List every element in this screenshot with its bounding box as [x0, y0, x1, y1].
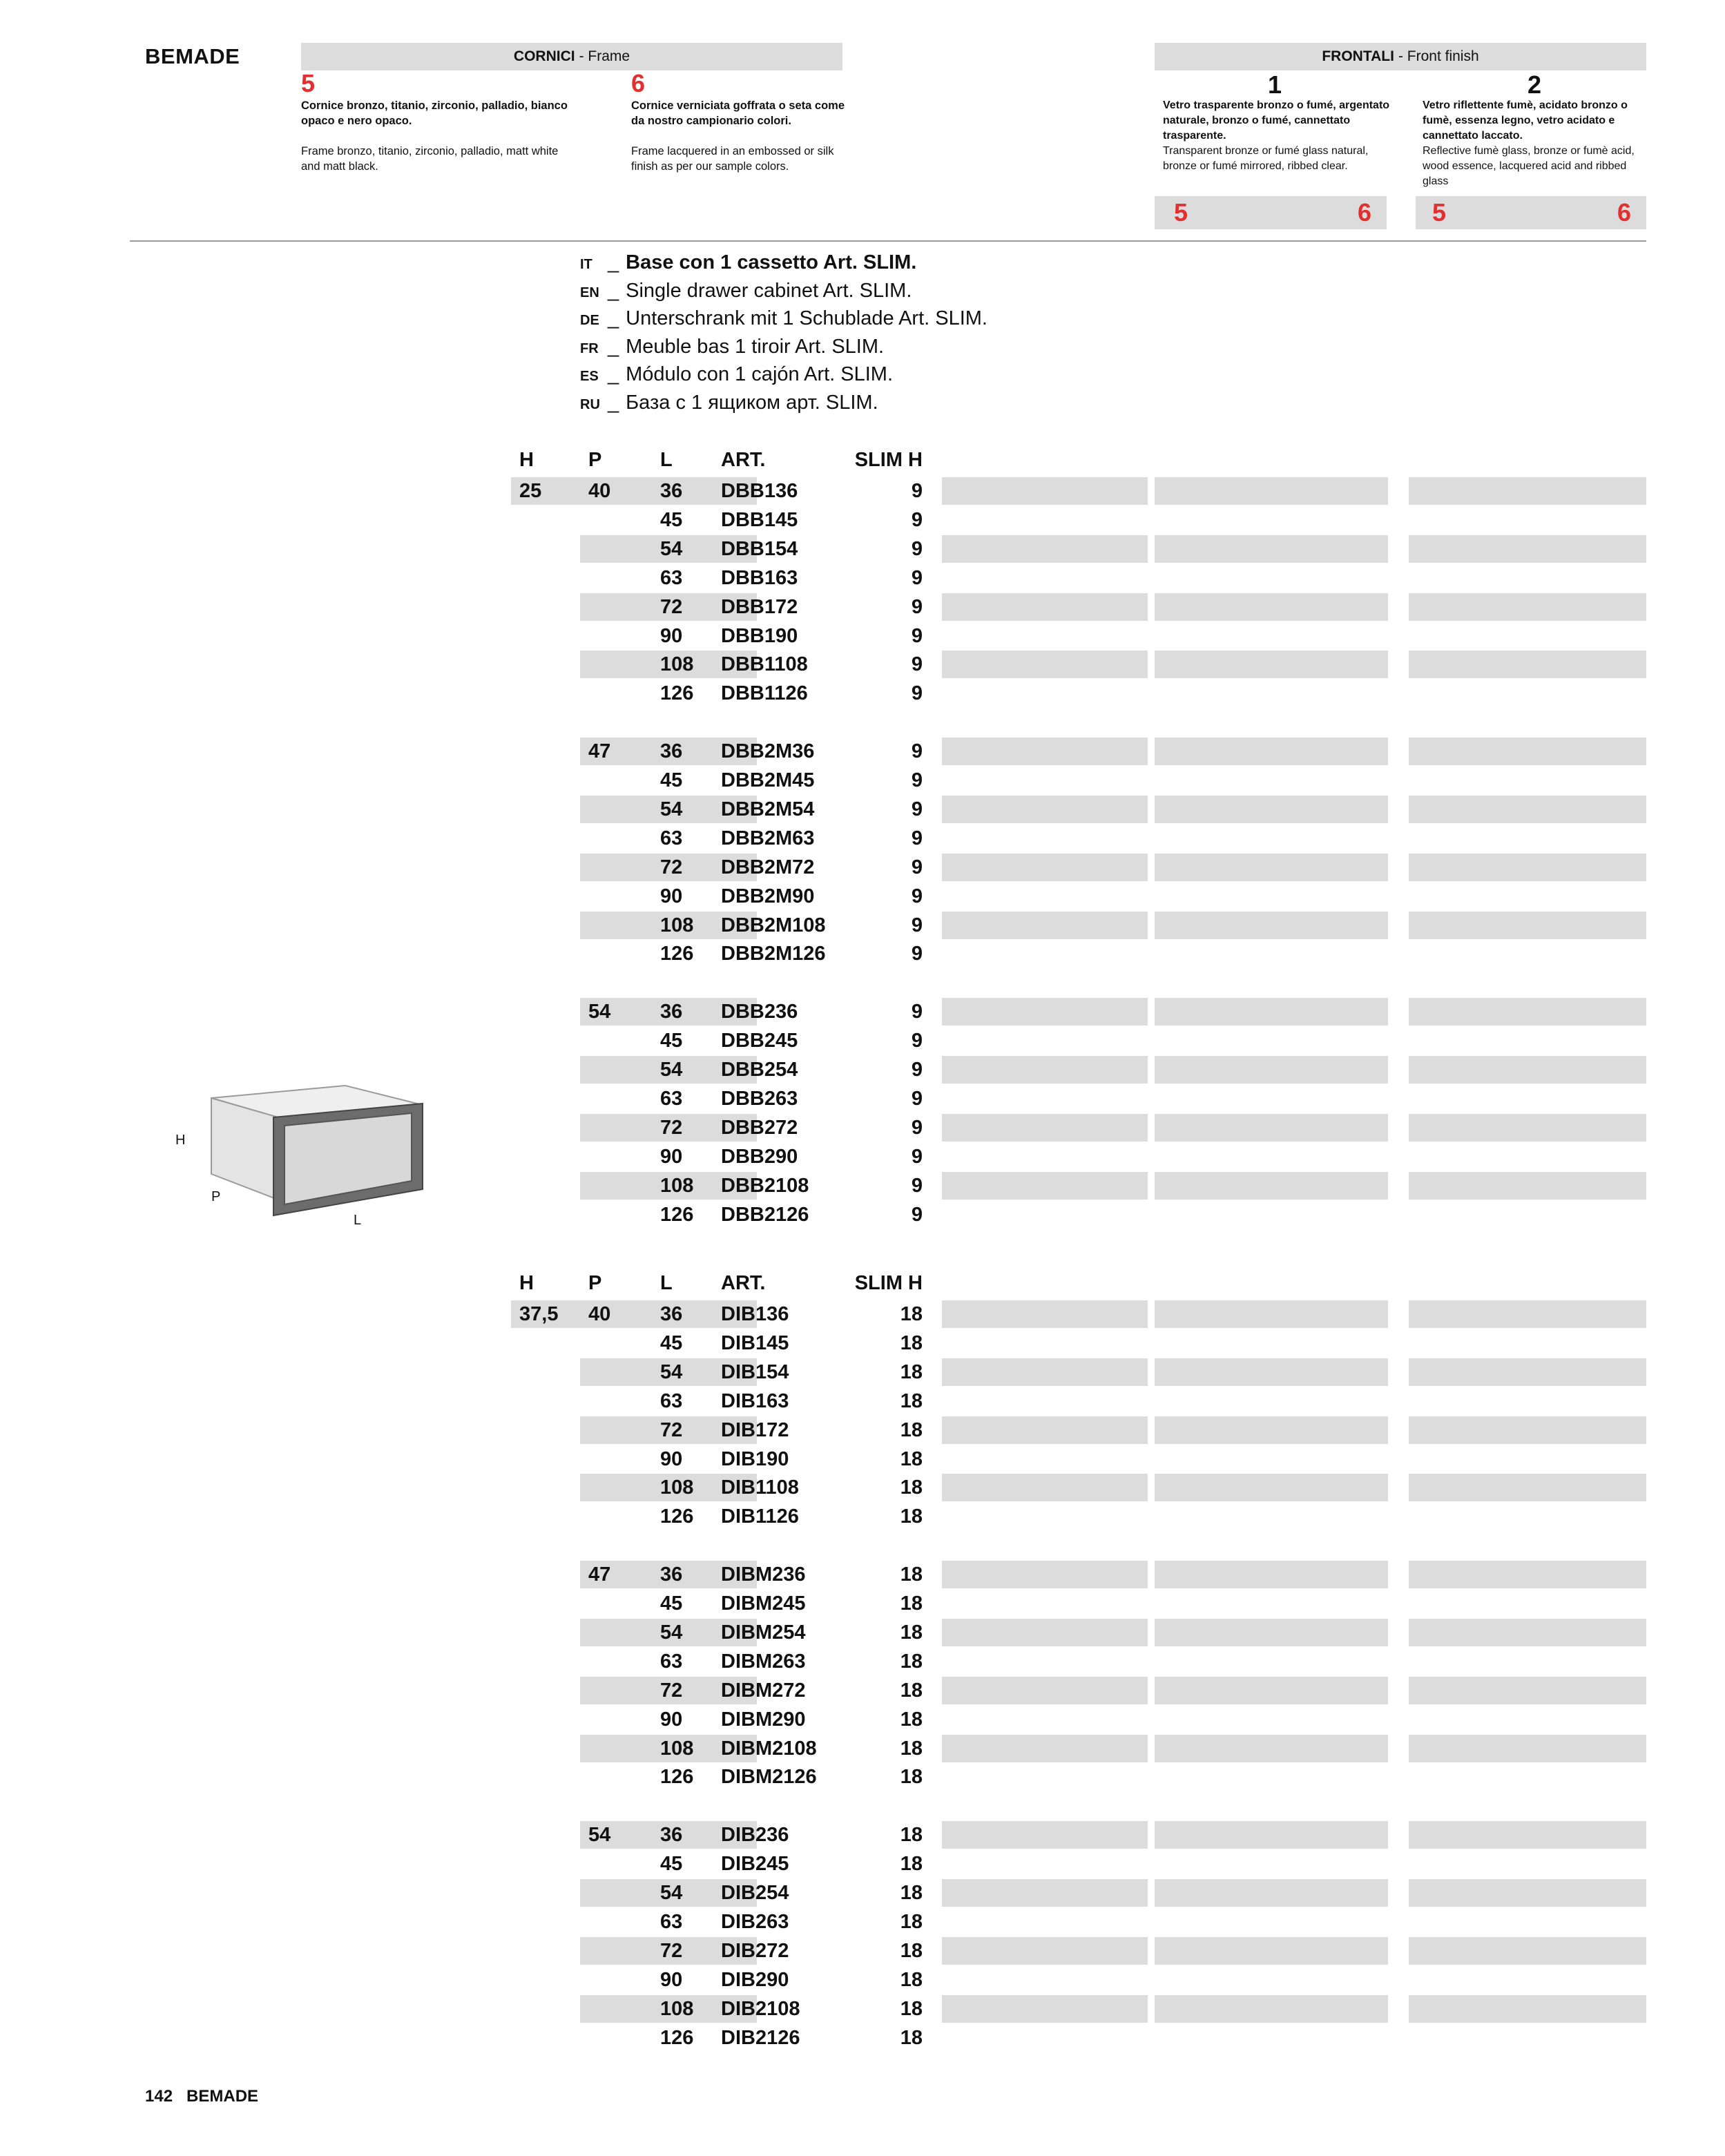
frame-option-number: 6: [631, 69, 646, 97]
cell-slim-h: 9: [911, 480, 923, 502]
cell-h: 37,5: [519, 1303, 559, 1325]
cell-slim-h: 9: [911, 653, 923, 676]
page-number: 142: [145, 2087, 173, 2106]
cell-l: 108: [660, 914, 694, 936]
description-line: [580, 389, 878, 418]
cell-l: 108: [660, 1997, 694, 2020]
cell-l: 54: [660, 798, 683, 820]
description-text: Single drawer cabinet Art. SLIM.: [626, 279, 912, 302]
cell-art: DIB254: [721, 1882, 789, 1904]
row-shading: [1409, 1358, 1646, 1386]
row-shading: [942, 1172, 1148, 1200]
description-line: [580, 305, 987, 334]
cell-l: 126: [660, 1505, 694, 1528]
cell-l: 72: [660, 1418, 683, 1441]
cell-l: 54: [660, 1360, 683, 1383]
cell-l: 90: [660, 1447, 683, 1470]
cell-art: DBB190: [721, 624, 798, 647]
row-shading: [1155, 1677, 1388, 1704]
dimension-l-label: L: [354, 1213, 362, 1228]
cell-h: 25: [519, 480, 542, 502]
row-shading: [1155, 1561, 1388, 1588]
cell-l: 45: [660, 508, 683, 531]
cell-art: DIB236: [721, 1824, 789, 1847]
column-header-h: H: [519, 449, 534, 471]
cell-art: DBB290: [721, 1145, 798, 1168]
row-shading: [942, 1416, 1148, 1444]
cell-art: DIB1108: [721, 1476, 799, 1499]
language-code: DE: [580, 313, 599, 328]
cell-l: 45: [660, 769, 683, 791]
row-shading: [942, 1056, 1148, 1084]
cell-art: DIBM2126: [721, 1766, 817, 1789]
cell-l: 54: [660, 1621, 683, 1644]
cell-l: 36: [660, 480, 683, 502]
frame-option-en: Frame lacquered in an embossed or silk finish as per our sample colors.: [631, 145, 834, 173]
description-text: Módulo con 1 cajón Art. SLIM.: [626, 363, 894, 385]
front-header-bold: FRONTALI: [1322, 48, 1394, 64]
cell-slim-h: 18: [900, 1650, 923, 1673]
row-shading: [1155, 796, 1388, 823]
front-option-sub: 6: [1617, 198, 1631, 227]
row-shading: [942, 998, 1148, 1026]
cell-l: 54: [660, 1059, 683, 1081]
cell-art: DIB136: [721, 1303, 789, 1325]
row-shading: [942, 1114, 1148, 1142]
row-shading: [1409, 796, 1646, 823]
cell-slim-h: 18: [900, 1708, 923, 1731]
row-shading: [1155, 1735, 1388, 1762]
row-shading: [942, 593, 1148, 621]
cell-slim-h: 9: [911, 508, 923, 531]
language-code: ES: [580, 369, 599, 384]
cell-art: DIB145: [721, 1331, 789, 1354]
row-shading: [1409, 1937, 1646, 1965]
row-shading: [1409, 1619, 1646, 1646]
cell-slim-h: 18: [900, 1853, 923, 1876]
cell-art: DBB254: [721, 1059, 798, 1081]
cell-l: 36: [660, 1001, 683, 1023]
row-shading: [511, 477, 757, 505]
row-shading: [1155, 1821, 1388, 1849]
separator: _: [608, 391, 619, 414]
row-shading: [1155, 1474, 1388, 1501]
description-line: [580, 360, 893, 390]
cell-slim-h: 18: [900, 1303, 923, 1325]
cell-art: DBB1108: [721, 653, 808, 676]
cell-art: DBB163: [721, 566, 798, 589]
cell-slim-h: 9: [911, 682, 923, 705]
front-option-finish-box: [1155, 196, 1387, 229]
cell-l: 90: [660, 1968, 683, 1991]
dimension-p-label: P: [211, 1189, 221, 1204]
cell-l: 90: [660, 1708, 683, 1731]
column-header-l: L: [660, 1272, 673, 1294]
cell-slim-h: 9: [911, 1001, 923, 1023]
column-header-p: P: [588, 1272, 602, 1294]
column-header-art: ART.: [721, 449, 766, 471]
row-shading: [1409, 593, 1646, 621]
frame-option-text: [631, 98, 852, 174]
cell-p: 40: [588, 480, 611, 502]
dimension-h-label: H: [175, 1133, 186, 1148]
row-shading: [942, 1300, 1148, 1328]
cell-art: DIB272: [721, 1939, 789, 1962]
row-shading: [1155, 1358, 1388, 1386]
front-option-text: [1163, 98, 1391, 174]
row-shading: [1155, 477, 1388, 505]
cell-slim-h: 18: [900, 2026, 923, 2049]
front-option-en: Reflective fumè glass, bronze or fumè acid, wood essence, lacquered acid and ribbed glass: [1423, 145, 1635, 187]
cell-l: 72: [660, 856, 683, 878]
cell-l: 63: [660, 827, 683, 849]
cell-slim-h: 9: [911, 1145, 923, 1168]
cell-l: 45: [660, 1331, 683, 1354]
cell-slim-h: 9: [911, 566, 923, 589]
cell-art: DBB2M54: [721, 798, 815, 820]
cell-slim-h: 9: [911, 595, 923, 618]
row-shading: [942, 796, 1148, 823]
row-shading: [1155, 1056, 1388, 1084]
row-shading: [1155, 1114, 1388, 1142]
cell-l: 126: [660, 1203, 694, 1226]
cell-l: 108: [660, 1737, 694, 1760]
row-shading: [942, 1821, 1148, 1849]
cell-l: 63: [660, 1389, 683, 1412]
cell-art: DIBM254: [721, 1621, 806, 1644]
cell-art: DIB1126: [721, 1505, 799, 1528]
description-text: База с 1 ящиком арт. SLIM.: [626, 391, 878, 414]
description-line: [580, 277, 912, 307]
cell-slim-h: 9: [911, 1174, 923, 1197]
row-shading: [1409, 1561, 1646, 1588]
footer-brand: BEMADE: [186, 2087, 259, 2106]
frame-header-rest: - Frame: [579, 48, 630, 64]
row-shading: [1409, 477, 1646, 505]
row-shading: [942, 1735, 1148, 1762]
row-shading: [942, 1937, 1148, 1965]
column-header-h: H: [519, 1272, 534, 1294]
front-option-text: [1423, 98, 1646, 189]
cell-slim-h: 18: [900, 1997, 923, 2020]
cell-art: DBB2M45: [721, 769, 815, 791]
row-shading: [1409, 1735, 1646, 1762]
cell-l: 54: [660, 1882, 683, 1904]
cell-art: DIB172: [721, 1418, 789, 1441]
row-shading: [1155, 651, 1388, 678]
row-shading: [1155, 1416, 1388, 1444]
cell-art: DBB2126: [721, 1203, 809, 1226]
cell-slim-h: 18: [900, 1621, 923, 1644]
row-shading: [1409, 1416, 1646, 1444]
frame-option-it: Cornice bronzo, titanio, zirconio, palladio, bianco opaco e nero opaco.: [301, 99, 568, 127]
row-shading: [1409, 1300, 1646, 1328]
column-header-art: ART.: [721, 1272, 766, 1294]
front-option-it: Vetro riflettente fumè, acidato bronzo o fumè, essenza legno, vetro acidato e cannettato laccato.: [1423, 99, 1628, 142]
separator: _: [608, 307, 619, 329]
row-shading: [1409, 854, 1646, 881]
cell-p: 40: [588, 1303, 611, 1325]
row-shading: [942, 738, 1148, 765]
cell-slim-h: 9: [911, 856, 923, 878]
cell-art: DBB136: [721, 480, 798, 502]
row-shading: [942, 912, 1148, 939]
cell-slim-h: 9: [911, 1087, 923, 1110]
row-shading: [1409, 1114, 1646, 1142]
cell-art: DIB2108: [721, 1997, 800, 2020]
language-code: IT: [580, 257, 592, 272]
cell-slim-h: 18: [900, 1505, 923, 1528]
cell-slim-h: 18: [900, 1939, 923, 1962]
cell-art: DIBM2108: [721, 1737, 817, 1760]
row-shading: [1409, 1677, 1646, 1704]
separator: _: [608, 363, 619, 385]
cell-art: DBB2M63: [721, 827, 815, 849]
row-shading: [942, 477, 1148, 505]
cell-slim-h: 18: [900, 1968, 923, 1991]
frame-option-number: 5: [301, 69, 316, 97]
cell-l: 90: [660, 624, 683, 647]
cell-l: 126: [660, 1766, 694, 1789]
cell-art: DBB272: [721, 1116, 798, 1139]
cell-art: DIB163: [721, 1389, 789, 1412]
row-shading: [1409, 1821, 1646, 1849]
front-option-finish-box: [1416, 196, 1646, 229]
cell-slim-h: 18: [900, 1882, 923, 1904]
cell-art: DBB154: [721, 537, 798, 560]
cell-art: DBB263: [721, 1087, 798, 1110]
cell-art: DBB2108: [721, 1174, 809, 1197]
row-shading: [942, 1995, 1148, 2023]
cell-art: DIBM290: [721, 1708, 806, 1731]
column-header-p: P: [588, 449, 602, 471]
cell-slim-h: 9: [911, 943, 923, 965]
row-shading: [1155, 738, 1388, 765]
cell-slim-h: 9: [911, 740, 923, 763]
row-shading: [1155, 1879, 1388, 1907]
cell-art: DIB245: [721, 1853, 789, 1876]
frame-header-bar: [301, 43, 842, 70]
cell-slim-h: 18: [900, 1389, 923, 1412]
row-shading: [942, 1677, 1148, 1704]
cell-art: DBB145: [721, 508, 798, 531]
row-shading: [942, 535, 1148, 563]
cell-art: DIBM272: [721, 1679, 806, 1702]
cell-art: DBB2M90: [721, 885, 815, 907]
cell-slim-h: 9: [911, 1116, 923, 1139]
frame-option-text: [301, 98, 577, 174]
cell-slim-h: 18: [900, 1679, 923, 1702]
cell-slim-h: 18: [900, 1563, 923, 1586]
row-shading: [1409, 912, 1646, 939]
cell-slim-h: 18: [900, 1447, 923, 1470]
row-shading: [1155, 1937, 1388, 1965]
row-shading: [942, 1358, 1148, 1386]
column-header-slim: SLIM H: [854, 449, 923, 471]
cell-l: 36: [660, 1563, 683, 1586]
cell-l: 45: [660, 1592, 683, 1615]
cell-slim-h: 9: [911, 1203, 923, 1226]
row-shading: [1155, 1172, 1388, 1200]
row-shading: [1409, 651, 1646, 678]
row-shading: [1155, 593, 1388, 621]
cell-l: 126: [660, 2026, 694, 2049]
cell-art: DBB2M126: [721, 943, 826, 965]
cell-l: 72: [660, 1116, 683, 1139]
cell-slim-h: 18: [900, 1331, 923, 1354]
cell-l: 54: [660, 537, 683, 560]
cell-slim-h: 18: [900, 1360, 923, 1383]
cell-l: 36: [660, 1824, 683, 1847]
cell-art: DIB290: [721, 1968, 789, 1991]
row-shading: [942, 651, 1148, 678]
row-shading: [1409, 1474, 1646, 1501]
cell-art: DIB154: [721, 1360, 789, 1383]
cell-l: 126: [660, 943, 694, 965]
separator: _: [608, 251, 619, 273]
cell-art: DBB2M72: [721, 856, 815, 878]
cell-l: 63: [660, 566, 683, 589]
description-line: [580, 249, 916, 278]
cell-p: 54: [588, 1001, 611, 1023]
front-option-en: Transparent bronze or fumé glass natural, bronze or fumé mirrored, ribbed clear.: [1163, 145, 1369, 172]
cell-l: 126: [660, 682, 694, 705]
cell-slim-h: 9: [911, 624, 923, 647]
cell-art: DIB263: [721, 1910, 789, 1933]
frame-header-bold: CORNICI: [513, 48, 575, 64]
description-text: Base con 1 cassetto Art. SLIM.: [626, 251, 917, 273]
cell-l: 36: [660, 740, 683, 763]
row-shading: [1155, 1995, 1388, 2023]
cell-l: 45: [660, 1030, 683, 1052]
cell-l: 108: [660, 653, 694, 676]
cell-l: 72: [660, 1939, 683, 1962]
frame-option-en: Frame bronzo, titanio, zirconio, palladio, matt white and matt black.: [301, 145, 559, 173]
row-shading: [1155, 535, 1388, 563]
separator: _: [608, 335, 619, 358]
front-option-number: 2: [1527, 70, 1542, 99]
row-shading: [1409, 998, 1646, 1026]
cell-l: 108: [660, 1476, 694, 1499]
cell-l: 63: [660, 1650, 683, 1673]
cell-art: DBB172: [721, 595, 798, 618]
cell-slim-h: 18: [900, 1910, 923, 1933]
cell-l: 63: [660, 1910, 683, 1933]
cell-l: 90: [660, 885, 683, 907]
language-code: FR: [580, 340, 599, 356]
cell-art: DIBM245: [721, 1592, 806, 1615]
cell-l: 72: [660, 1679, 683, 1702]
page-footer: [145, 2087, 258, 2106]
row-shading: [1155, 1300, 1388, 1328]
cell-l: 45: [660, 1853, 683, 1876]
cell-art: DIB2126: [721, 2026, 800, 2049]
cell-art: DBB2M108: [721, 914, 826, 936]
cell-l: 90: [660, 1145, 683, 1168]
front-header-bar: [1155, 43, 1646, 70]
cell-slim-h: 9: [911, 798, 923, 820]
cell-slim-h: 9: [911, 1059, 923, 1081]
cell-slim-h: 9: [911, 537, 923, 560]
row-shading: [1409, 1995, 1646, 2023]
language-code: EN: [580, 285, 599, 300]
row-shading: [942, 1474, 1148, 1501]
cabinet-illustration: [207, 1070, 428, 1229]
front-option-number: 1: [1267, 70, 1282, 99]
row-shading: [1409, 535, 1646, 563]
row-shading: [1155, 854, 1388, 881]
cell-l: 108: [660, 1174, 694, 1197]
cell-art: DBB245: [721, 1030, 798, 1052]
row-shading: [1155, 912, 1388, 939]
front-header-rest: - Front finish: [1398, 48, 1479, 64]
cell-slim-h: 18: [900, 1766, 923, 1789]
row-shading: [942, 1619, 1148, 1646]
cell-slim-h: 18: [900, 1418, 923, 1441]
cell-art: DBB1126: [721, 682, 808, 705]
cell-art: DIB190: [721, 1447, 789, 1470]
front-option-sub: 5: [1174, 198, 1188, 227]
row-shading: [1155, 998, 1388, 1026]
separator: _: [608, 279, 619, 302]
cell-l: 72: [660, 595, 683, 618]
cell-p: 54: [588, 1824, 611, 1847]
cell-slim-h: 9: [911, 827, 923, 849]
header-divider: [130, 240, 1646, 242]
column-header-l: L: [660, 449, 673, 471]
row-shading: [1409, 1879, 1646, 1907]
cell-slim-h: 18: [900, 1592, 923, 1615]
row-shading: [1409, 1056, 1646, 1084]
cell-slim-h: 9: [911, 914, 923, 936]
cell-slim-h: 9: [911, 885, 923, 907]
cell-slim-h: 9: [911, 769, 923, 791]
cell-slim-h: 18: [900, 1824, 923, 1847]
front-option-sub: 5: [1432, 198, 1447, 227]
frame-option-it: Cornice verniciata goffrata o seta come da nostro campionario colori.: [631, 99, 845, 127]
cell-slim-h: 9: [911, 1030, 923, 1052]
row-shading: [942, 1879, 1148, 1907]
language-code: RU: [580, 396, 600, 412]
cell-art: DBB2M36: [721, 740, 815, 763]
cell-p: 47: [588, 1563, 611, 1586]
row-shading: [942, 854, 1148, 881]
cell-art: DIBM263: [721, 1650, 806, 1673]
row-shading: [1409, 738, 1646, 765]
cell-slim-h: 18: [900, 1476, 923, 1499]
brand-title: BEMADE: [145, 44, 240, 68]
cell-art: DBB236: [721, 1001, 798, 1023]
cell-l: 36: [660, 1303, 683, 1325]
cell-art: DIBM236: [721, 1563, 806, 1586]
description-text: Meuble bas 1 tiroir Art. SLIM.: [626, 335, 885, 358]
column-header-slim: SLIM H: [854, 1272, 923, 1294]
row-shading: [1155, 1619, 1388, 1646]
front-option-sub: 6: [1357, 198, 1371, 227]
cell-p: 47: [588, 740, 611, 763]
row-shading: [942, 1561, 1148, 1588]
row-shading: [1409, 1172, 1646, 1200]
front-option-it: Vetro trasparente bronzo o fumé, argentato naturale, bronzo o fumé, cannettato trasparente.: [1163, 99, 1390, 142]
description-text: Unterschrank mit 1 Schublade Art. SLIM.: [626, 307, 987, 329]
description-line: [580, 333, 884, 363]
cell-l: 63: [660, 1087, 683, 1110]
cell-slim-h: 18: [900, 1737, 923, 1760]
